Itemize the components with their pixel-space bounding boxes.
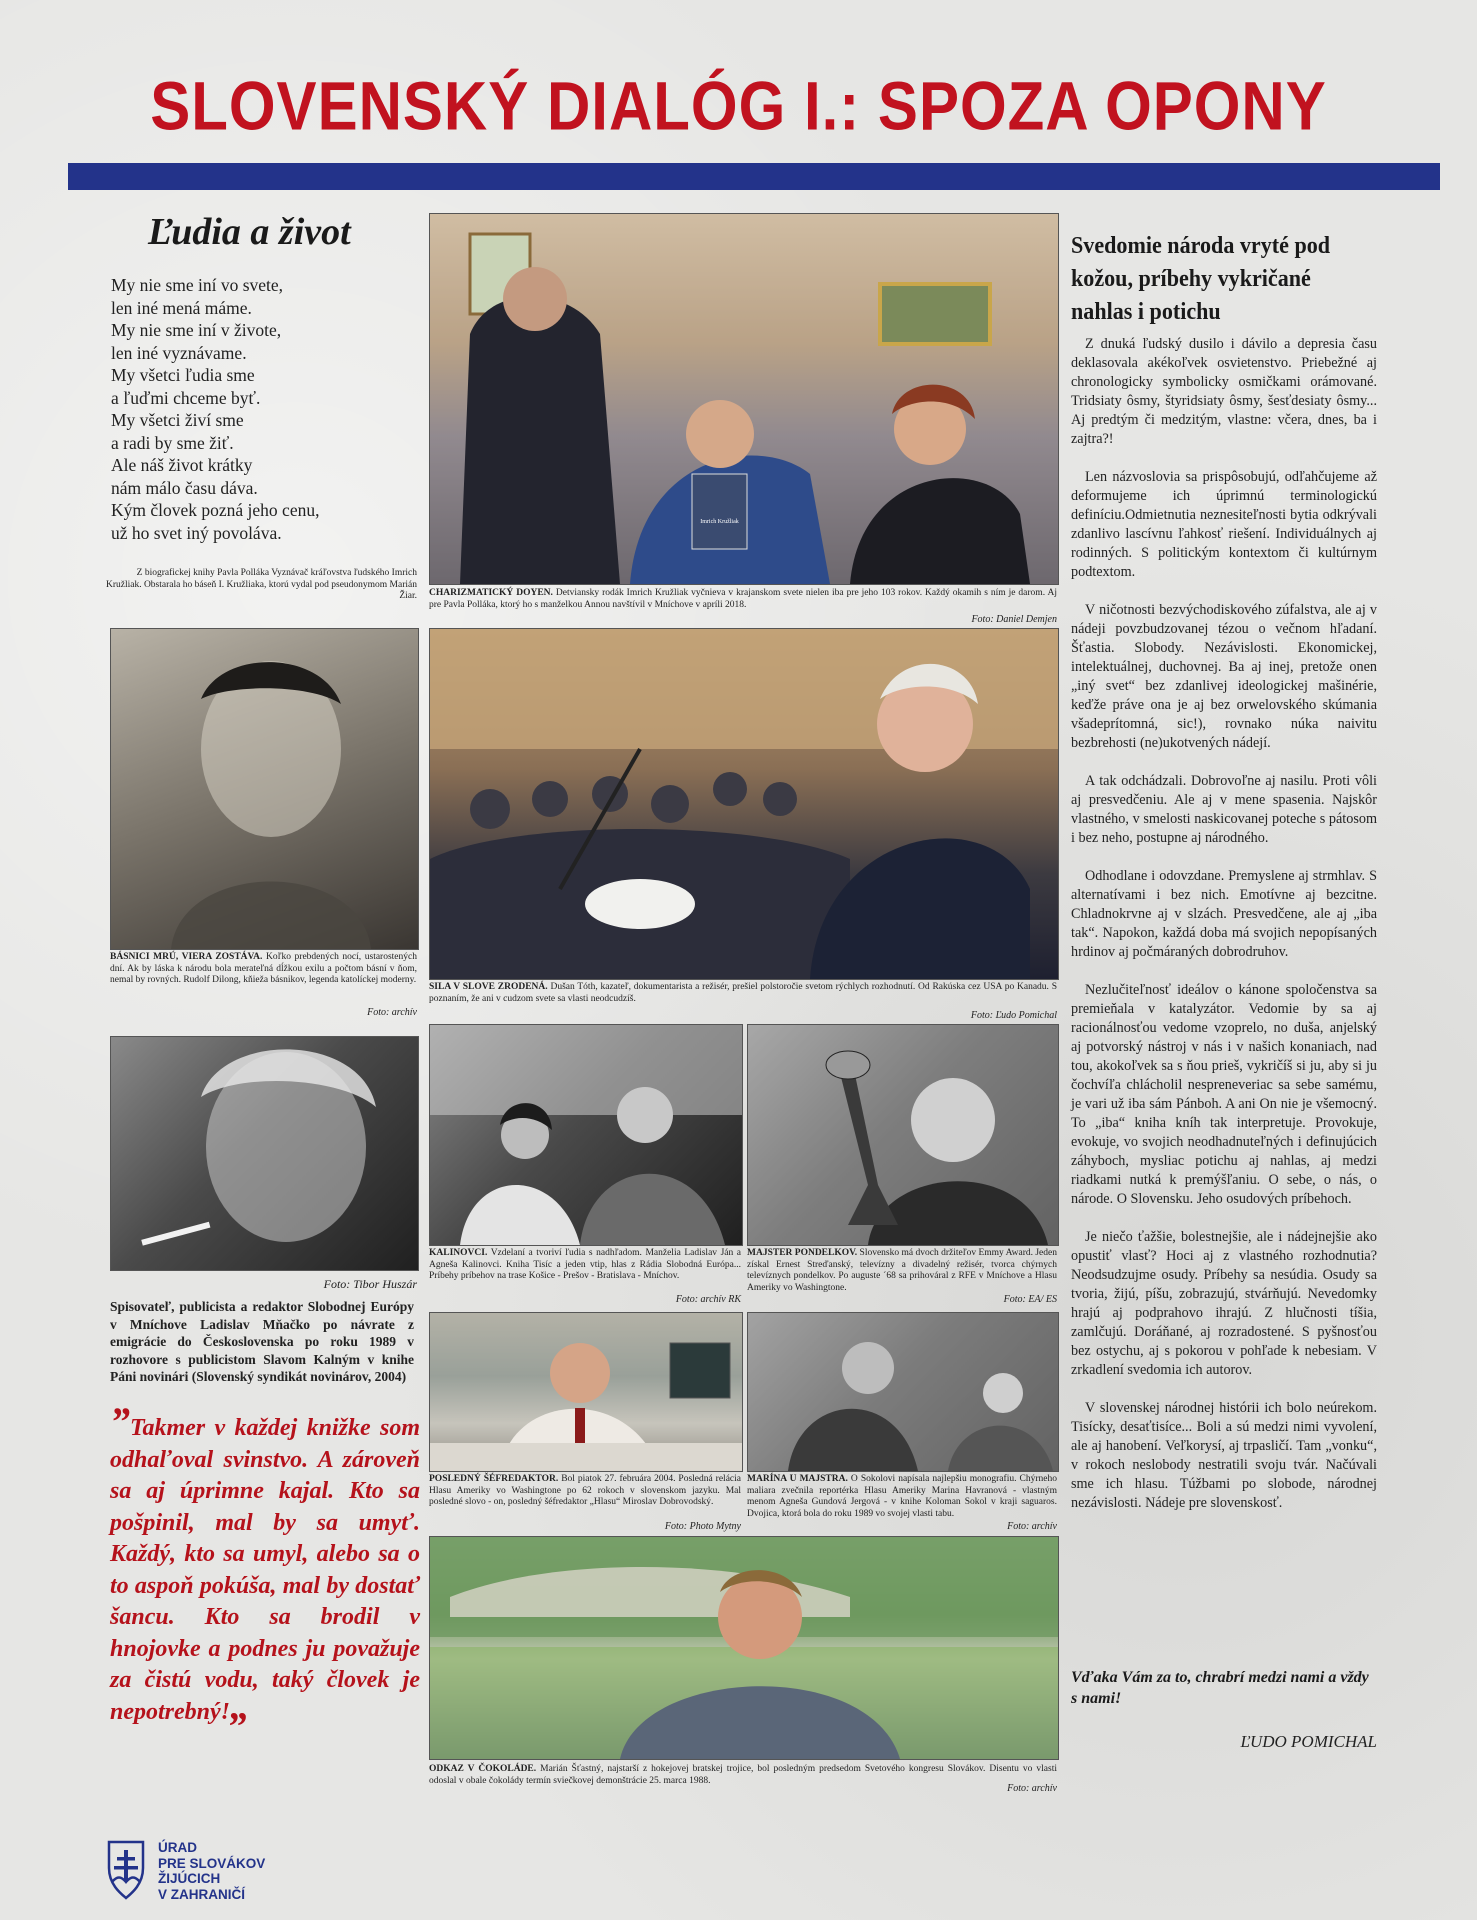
couple-photo (430, 1025, 742, 1245)
credit-marina: Foto: archív (1007, 1521, 1057, 1532)
article-paragraph: V ničotnosti bezvýchodiskového zúfalstva, ale aj v nádeji povzbudzovanej tézou o večnom hľadaní. Šťastia. Slobody. Nezávislosti. Ekonomickej, intelektuálnej, duchovnej. Ba aj inej, pretože onen „iný svet“ bez zdanlivej ideologickej mašinérie, keďže práve ona je aj bez orwelovského skúmania všadeprítomná, sic!), rovnako núka naivitu bezbrehosti (ne)ukotvených nádejí. (1071, 602, 1377, 751)
book-cover-title: Imrich Kružliak (700, 519, 739, 525)
logo-line: ŽIJÚCICH (158, 1871, 221, 1886)
page-title: SLOVENSKÝ DIALÓG I.: SPOZA OPONY (150, 67, 1327, 145)
credit-sefredaktor: Foto: Photo Mytny (664, 1521, 741, 1532)
portrait-silhouette (111, 629, 418, 949)
poem-line: My nie sme iní vo svete, (111, 275, 284, 295)
photo-rudolf-dilong (110, 628, 419, 950)
caption-sefredaktor: POSLEDNÝ ŠÉFREDAKTOR. Bol piatok 27. februára 2004. Posledná relácia Hlasu Ameriky vo Washingtone po 62 rokoch v slovenskom jazyku. Mal posledné slovo - on, posledný šéfredaktor „Hlasu“ Miroslav Dobrovodský. (429, 1474, 741, 1507)
mnacko-bio: Spisovateľ, publicista a redaktor Slobodnej Európy v Mníchove Ladislav Mňačko po návrate z emigrácie do Československa po roku 1989 v rozhovore s publicistom Slavom Kalným v knihe Páni novinári (Slovenský syndikát novinárov, 2004) (110, 1299, 414, 1384)
article-body (1071, 335, 1377, 1532)
photo-dusan-toth (429, 628, 1059, 980)
caption-kalinovci: KALINOVCI. Vzdelaní a tvoriví ľudia s nadhľadom. Manželia Ladislav Ján a Agneša Kalinovci. Kniha Tisíc a jeden vtip, hlas z Rádia Slobodná Európa... Príbehy príbehov na trase Košice - Prešov - Bratislava - Mníchov. (429, 1248, 741, 1281)
article-paragraph: A tak odchádzali. Dobrovoľne aj nasilu. Proti vôli aj presvedčeniu. Ale aj v mene spasenia. Najskôr vlastného, v smelosti naskicovanej poteche s pátosom i bez neho, postupne aj národného. (1071, 773, 1377, 846)
quote-close-mark: „ (230, 1682, 250, 1728)
closing-thanks: Vďaka Vám za to, chrabrí medzi nami a vždy s nami! (1071, 1669, 1369, 1707)
article-paragraph: Nezlučiteľnosť ideálov o kánone spoločenstva sa premieňala v katalyzátor. Vedomie by sa aj racionálnosťou vedome vzoprelo, no duša, anjelský aj potvorský nástroj v nás i v našich konaniach, nad tou, akokoľvek sa s ňou prieš, vykričíš si ju, aby si ju čochvíľa chlácholil nespreneveriac sa sebe samému, je vari už iba sám Pánboh. A ani On nie je všemocný. To „iba“ kniha kníh tak interpretuje. Provokuje, evokuje, vo svojich neodhadnuteľných i definujúcich záhyboch, mysliac potichu aj nahlas, aj medzi riadkami nutká k premýšľaniu. O sebe, o nás, o národe. O Slovensku. Jeho osudových príbehoch. (1071, 982, 1377, 1207)
photo-pondelkov (747, 1024, 1059, 1246)
logo-line: V ZAHRANIČÍ (158, 1886, 245, 1902)
credit-dilong: Foto: archív (367, 1007, 417, 1018)
poem-line: nám málo času dáva. (111, 477, 258, 498)
author-signature: ĽUDO POMICHAL (1240, 1732, 1377, 1751)
credit-doyen: Foto: Daniel Demjen (971, 614, 1057, 625)
poem-line: Ale náš život krátky (111, 455, 253, 475)
poem-line: Kým človek pozná jeho cenu, (111, 500, 320, 520)
mnacko-quote (110, 1399, 420, 1728)
poem-line: a ľuďmi chceme byť. (111, 387, 261, 408)
caption-doyen: CHARIZMATICKÝ DOYEN. Detviansky rodák Imrich Kružliak vyčnieva v krajanskom svete nielen iba pre jeho 103 rokov. Každý okamih s ním je darom. Aj pre Pavla Polláka, ktorý ho s manželkou Annou navštívil v Mníchove v apríli 2018. (429, 588, 1057, 610)
quote-open-mark: ” (110, 1399, 130, 1444)
caption-dilong: BÁSNICI MRÚ, VIERA ZOSTÁVA. Koľko prebdených nocí, ustarostených dní. Ak by láska k národu bola merateľná dĺžkou exilu a počtom básní v ňom, nemal by rovných. Rudolf Dilong, kňieža básnikov, legenda katolíckej moderny. (110, 952, 417, 985)
caption-cokolada: ODKAZ V ČOKOLÁDE. Marián Šťastný, najstarší z hokejovej bratskej trojice, bol posledným predsedom Svetového kongresu Slovákov. Disentu vo vlasti odoslal v obale čokolády termín sviečkovej demonštrácie 25. marca 1988. (429, 1764, 1057, 1786)
photo-marina-sokol (747, 1312, 1059, 1472)
credit-mnacko: Foto: Tibor Huszár (323, 1277, 417, 1291)
credit-kalinovci: Foto: archív RK (675, 1294, 741, 1305)
office-emblem-icon (106, 1838, 146, 1905)
article-paragraph: Z dnuká ľudský dusilo i dávilo a depresia času deklasovala akékoľvek osvietenstvo. Priebežné aj chronologicky symbolicky osmičkami orámované. Tridsiaty ôsmy, štyridsiaty ôsmy, šesťdesiaty ôsmy... Aj predtým či medzitým, vlastne: včera, dnes, ba i zajtra?! (1071, 336, 1377, 447)
poem-line: už ho svet iný povoláva. (111, 522, 282, 543)
poem (111, 274, 319, 544)
quote-text: Takmer v každej knižke som odhaľoval svinstvo. A zároveň sa aj úprimne kajal. Kto sa pošpinil, mal by sa umyť. Každý, kto sa umyl, alebo sa o to aspoň pokúša, mal by dostať šancu. Kto sa brodil v hnojovke a podnes ju považuje za čistú vodu, taký človek je nepotrebný! (110, 1415, 420, 1725)
caption-marina: MARÍNA U MAJSTRA. O Sokolovi napísala najlepšiu monografiu. Chýrneho maliara zvečnila reportérka Hlasu Ameriky Marina Havranová - vlastným menom Agneša Gundová Jergová - v knihe Koloman Sokol v kraji saguaros. Dvojica, ktorá bola do roku 1989 vo svojej vlasti tabu. (747, 1474, 1057, 1519)
photo-dobrovodsky (429, 1312, 743, 1472)
article-heading: Svedomie národa vryté pod kožou, príbehy vykričané nahlas i potichu (1071, 233, 1331, 325)
photo-kalinovci (429, 1024, 743, 1246)
emmy-award-photo (748, 1025, 1058, 1245)
poem-title: Ľudia a život (148, 211, 351, 253)
office-logo-text (158, 1840, 265, 1902)
credit-toth: Foto: Ľudo Pomichal (970, 1010, 1057, 1021)
poem-line: len iné vyznávame. (111, 342, 247, 363)
poem-line: My všetci ľudia sme (111, 365, 255, 385)
logo-line: PRE SLOVÁKOV (158, 1855, 266, 1871)
caption-toth: SILA V SLOVE ZRODENÁ. Dušan Tóth, kazateľ, dokumentarista a režisér, prešiel polstoročie svetom rýchlych rozhodnutí. Od Rakúska cez USA po Kanadu. S poznaním, že ani v cudzom svete sa vlasti neodcudzíš. (429, 982, 1057, 1004)
golf-course-photo (430, 1537, 1058, 1759)
group-photo-scene (430, 214, 1058, 584)
poem-line: a radi by sme žiť. (111, 432, 234, 453)
photo-imrich-kruzliak (429, 213, 1059, 585)
poem-source-note: Z biografickej knihy Pavla Polláka Vyznávač kráľovstva ľudského Imrich Kružliak. Obstarala ho báseň I. Kružliaka, ktorú vydal pod pseudonymom Marián Žiar. (105, 568, 417, 601)
article-paragraph: V slovenskej národnej histórii ich bolo neúrekom. Tisícky, desaťtisíce... Boli a sú medzi nimi vyvolení, ale aj hanobení. Veľkorysí, aj trpasličí. Tam „vonku“, v rokoch neslobody nestratili svoju tvár. Načúvali sme ich hlasu. Túžbami po slobode, národnej nezávislosti. Nádeje pre slovenskosť. (1071, 1400, 1377, 1511)
office-photo (430, 1313, 742, 1471)
caption-pondelkov: MAJSTER PONDELKOV. Slovensko má dvoch držiteľov Emmy Award. Jeden získal Ernest Streďanský, televízny a divadelný režisér, tvorca chýrnych televíznych pondelkov. Po auguste ´68 sa prihováral z RFE v Mníchove a Hlasu Ameriky vo Washingtone. (747, 1248, 1057, 1293)
header-divider-bar (68, 163, 1440, 190)
article-paragraph: Je niečo ťažšie, bolestnejšie, ale i nádejnejšie ako opustiť vlasť? Hoci aj z vlastného rozhodnutia? Neodsudzujme osudy. Príbehy sa nesúdia. Osudy sa tvoria, žijú, píšu, zobrazujú, stvárňujú. Nevedomky hrajú aj podprahovo ihrajú. Z hlučnosti tíšia, zamlčujú. Doráňané, aj rozradostené. S pyšnosťou bez ostychu, aj s pokorou v pohľade k nebesiam. V zrkadlení svedomia ich autorov. (1071, 1229, 1377, 1378)
credit-cokolada: Foto: archív (1007, 1783, 1057, 1794)
poem-line: len iné mená máme. (111, 297, 252, 318)
logo-line: ÚRAD (158, 1840, 197, 1855)
photo-marian-stastny (429, 1536, 1059, 1760)
poem-line: My nie sme iní v živote, (111, 320, 282, 340)
article-paragraph: Odhodlane i odovzdane. Premyslene aj strmhlav. S alternatívami i bez nich. Emotívne aj bezcitne. Chladnokrvne aj v slzách. Presvedčene, ale aj „iba tak“. Napokon, každá doba má svojich nepopísaných hrdinov aj počmáraných dobrodruhov. (1071, 868, 1377, 960)
lecture-scene (430, 629, 1058, 979)
poem-line: My všetci živí sme (111, 410, 244, 430)
studio-photo (748, 1313, 1058, 1471)
credit-pondelkov: Foto: EA/ ES (1003, 1294, 1057, 1305)
portrait-silhouette (111, 1037, 418, 1270)
photo-ladislav-mnacko (110, 1036, 419, 1271)
article-paragraph: Len názvoslovia sa prispôsobujú, odľahčujeme až deformujeme ich úprimnú terminologickú definíciu.Odmietnutia neznesiteľnosti bytia odkrývali zdanlivo lascívnu ľahkosť riešení. Individuálnych aj rodinných. S politickým kontextom či kultúrnym podtextom. (1071, 469, 1377, 580)
